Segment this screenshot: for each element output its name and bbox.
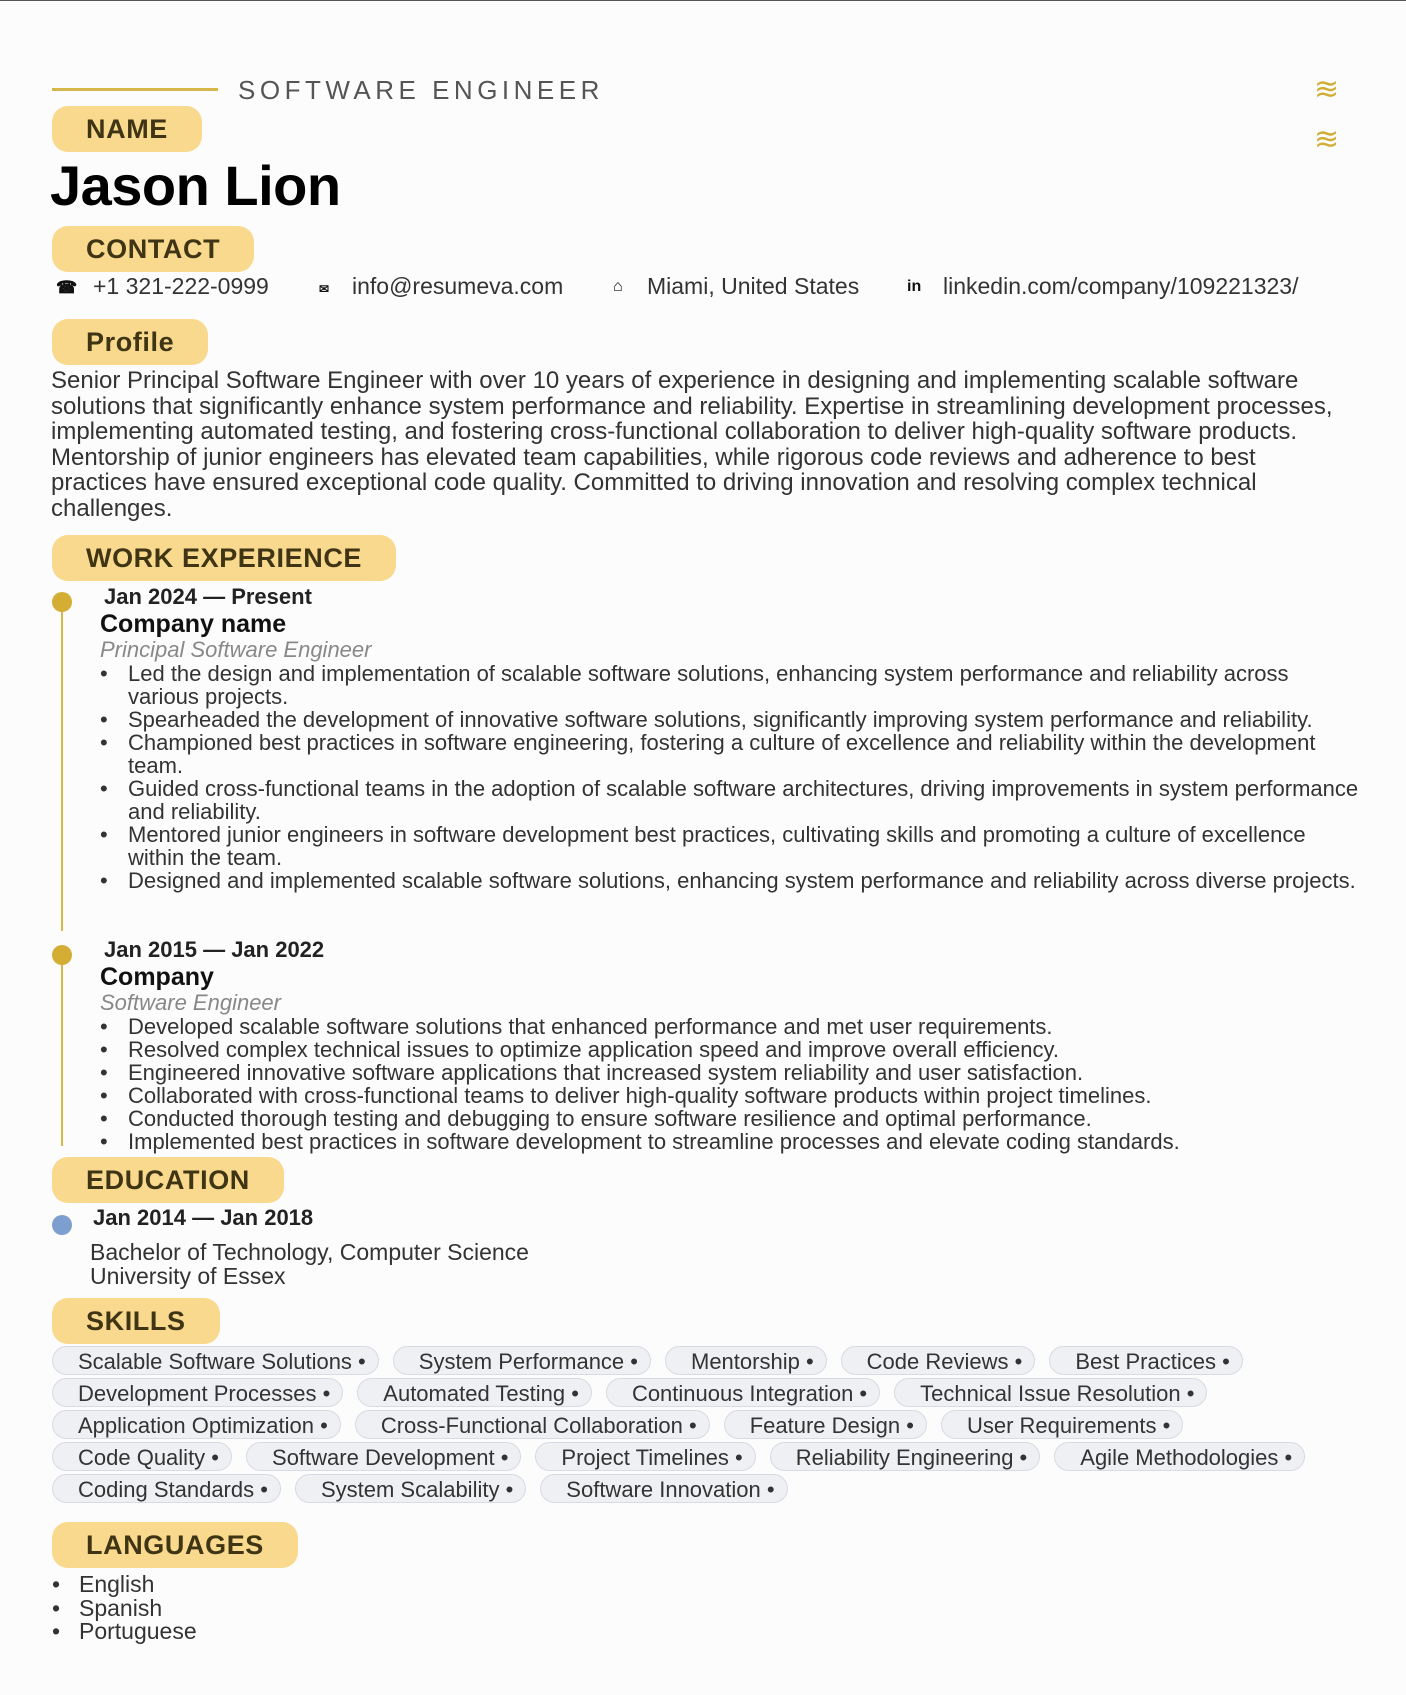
wave-icon: ≋ (1314, 73, 1340, 106)
candidate-name: Jason Lion (50, 154, 341, 217)
header-rule (52, 88, 218, 91)
education-degree: Bachelor of Technology, Computer Science (90, 1239, 529, 1265)
education-heading: EDUCATION (52, 1157, 284, 1203)
skill-tag: Automated Testing • (357, 1378, 592, 1407)
contact-email[interactable]: info@resumeva.com (352, 273, 564, 299)
work-experience-heading: WORK EXPERIENCE (52, 535, 396, 581)
list-item: • Spearheaded the development of innovative software solutions, significantly improving system performance and reliability. (100, 708, 1360, 731)
list-item: • English (52, 1573, 197, 1597)
job-role: Principal Software Engineer (100, 637, 372, 662)
skill-tag: User Requirements • (941, 1410, 1183, 1439)
list-item: • Led the design and implementation of scalable software solutions, enhancing system performance and reliability across various projects. (100, 662, 1360, 708)
languages-heading: LANGUAGES (52, 1522, 298, 1568)
profile-summary: Senior Principal Software Engineer with over 10 years of experience in designing and implementing scalable software solutions that significantly enhance system performance and reliability. Expertise in streamlining development processes, implementing automated testing, and fostering cross-functional collaboration to deliver high-quality software products. Mentorship of junior engineers has elevated team capabilities, while rigorous code reviews and adherence to best practices have ensured exceptional code quality. Committed to driving innovation and resolving complex technical challenges. (51, 367, 1333, 522)
wave-icon: ≋ (1314, 123, 1340, 156)
skill-tag: Continuous Integration • (606, 1378, 880, 1407)
list-item: • Designed and implemented scalable software solutions, enhancing system performance and reliability across diverse projects. (100, 869, 1360, 892)
list-item: • Collaborated with cross-functional teams to deliver high-quality software products within project timelines. (100, 1084, 1360, 1107)
job-dates: Jan 2015 — Jan 2022 (104, 937, 325, 962)
job-entry (100, 937, 1360, 1153)
timeline-dot (52, 945, 72, 965)
list-item: • Championed best practices in software engineering, fostering a culture of excellence and reliability within the development team. (100, 731, 1360, 777)
skill-tag: Feature Design • (724, 1410, 927, 1439)
skill-tag: Coding Standards • (52, 1474, 281, 1503)
job-title: SOFTWARE ENGINEER (238, 75, 604, 105)
skills-list (52, 1346, 1372, 1506)
skill-tag: Code Reviews • (841, 1346, 1036, 1375)
skill-tag: Project Timelines • (535, 1442, 755, 1471)
list-item: • Mentored junior engineers in software development best practices, cultivating skills and promoting a culture of excellence within the team. (100, 823, 1360, 869)
name-label: NAME (52, 106, 202, 152)
list-item: • Developed scalable software solutions that enhanced performance and met user requirements. (100, 1015, 1360, 1038)
skill-tag: Mentorship • (665, 1346, 827, 1375)
job-company: Company name (100, 610, 287, 638)
job-bullets (100, 1015, 1360, 1153)
skill-tag: Scalable Software Solutions • (52, 1346, 379, 1375)
languages-list (52, 1573, 197, 1644)
job-role: Software Engineer (100, 990, 281, 1015)
profile-heading: Profile (52, 319, 208, 365)
skills-row (52, 1346, 1372, 1378)
list-item: • Engineered innovative software applications that increased system reliability and user satisfaction. (100, 1061, 1360, 1084)
contact-row (56, 273, 1356, 303)
job-entry (100, 584, 1360, 892)
skills-row (52, 1378, 1372, 1410)
contact-phone: +1 321-222-0999 (93, 273, 269, 299)
skill-tag: Reliability Engineering • (770, 1442, 1041, 1471)
skill-tag: Agile Methodologies • (1054, 1442, 1305, 1471)
skill-tag: Code Quality • (52, 1442, 232, 1471)
skills-row (52, 1442, 1372, 1474)
skill-tag: Application Optimization • (52, 1410, 341, 1439)
list-item: • Spanish (52, 1597, 197, 1621)
list-item: • Conducted thorough testing and debugging to ensure software resilience and optimal performance. (100, 1107, 1360, 1130)
education-dot (52, 1215, 72, 1235)
education-school: University of Essex (90, 1263, 286, 1289)
email-icon: ✉ (319, 282, 330, 296)
contact-location: Miami, United States (647, 273, 860, 299)
skills-row (52, 1474, 1372, 1506)
list-item: • Portuguese (52, 1620, 197, 1644)
skill-tag: Software Development • (246, 1442, 521, 1471)
timeline-line (61, 601, 63, 931)
skill-tag: Development Processes • (52, 1378, 343, 1407)
timeline-line (61, 956, 63, 1146)
list-item: • Resolved complex technical issues to optimize application speed and improve overall efficiency. (100, 1038, 1360, 1061)
skill-tag: Best Practices • (1049, 1346, 1242, 1375)
contact-linkedin[interactable]: linkedin.com/company/109221323/ (943, 273, 1299, 299)
job-dates: Jan 2024 — Present (104, 584, 312, 609)
list-item: • Guided cross-functional teams in the adoption of scalable software architectures, driving improvements in system performance and reliability. (100, 777, 1360, 823)
skill-tag: Technical Issue Resolution • (894, 1378, 1207, 1407)
timeline-dot (52, 592, 72, 612)
linkedin-icon: in (907, 278, 922, 295)
skill-tag: System Performance • (393, 1346, 651, 1375)
skill-tag: System Scalability • (295, 1474, 526, 1503)
skill-tag: Cross-Functional Collaboration • (355, 1410, 710, 1439)
education-dates: Jan 2014 — Jan 2018 (93, 1205, 314, 1230)
resume-page (0, 1, 1406, 1695)
education-entry (90, 1204, 890, 1288)
location-icon: ⌂ (613, 278, 623, 295)
contact-heading: CONTACT (52, 226, 254, 272)
job-bullets (100, 662, 1360, 892)
list-item: • Implemented best practices in software development to streamline processes and elevate coding standards. (100, 1130, 1360, 1153)
skills-heading: SKILLS (52, 1298, 220, 1344)
phone-icon: ☎ (56, 278, 78, 297)
skills-row (52, 1410, 1372, 1442)
job-company: Company (100, 963, 214, 991)
skill-tag: Software Innovation • (540, 1474, 787, 1503)
